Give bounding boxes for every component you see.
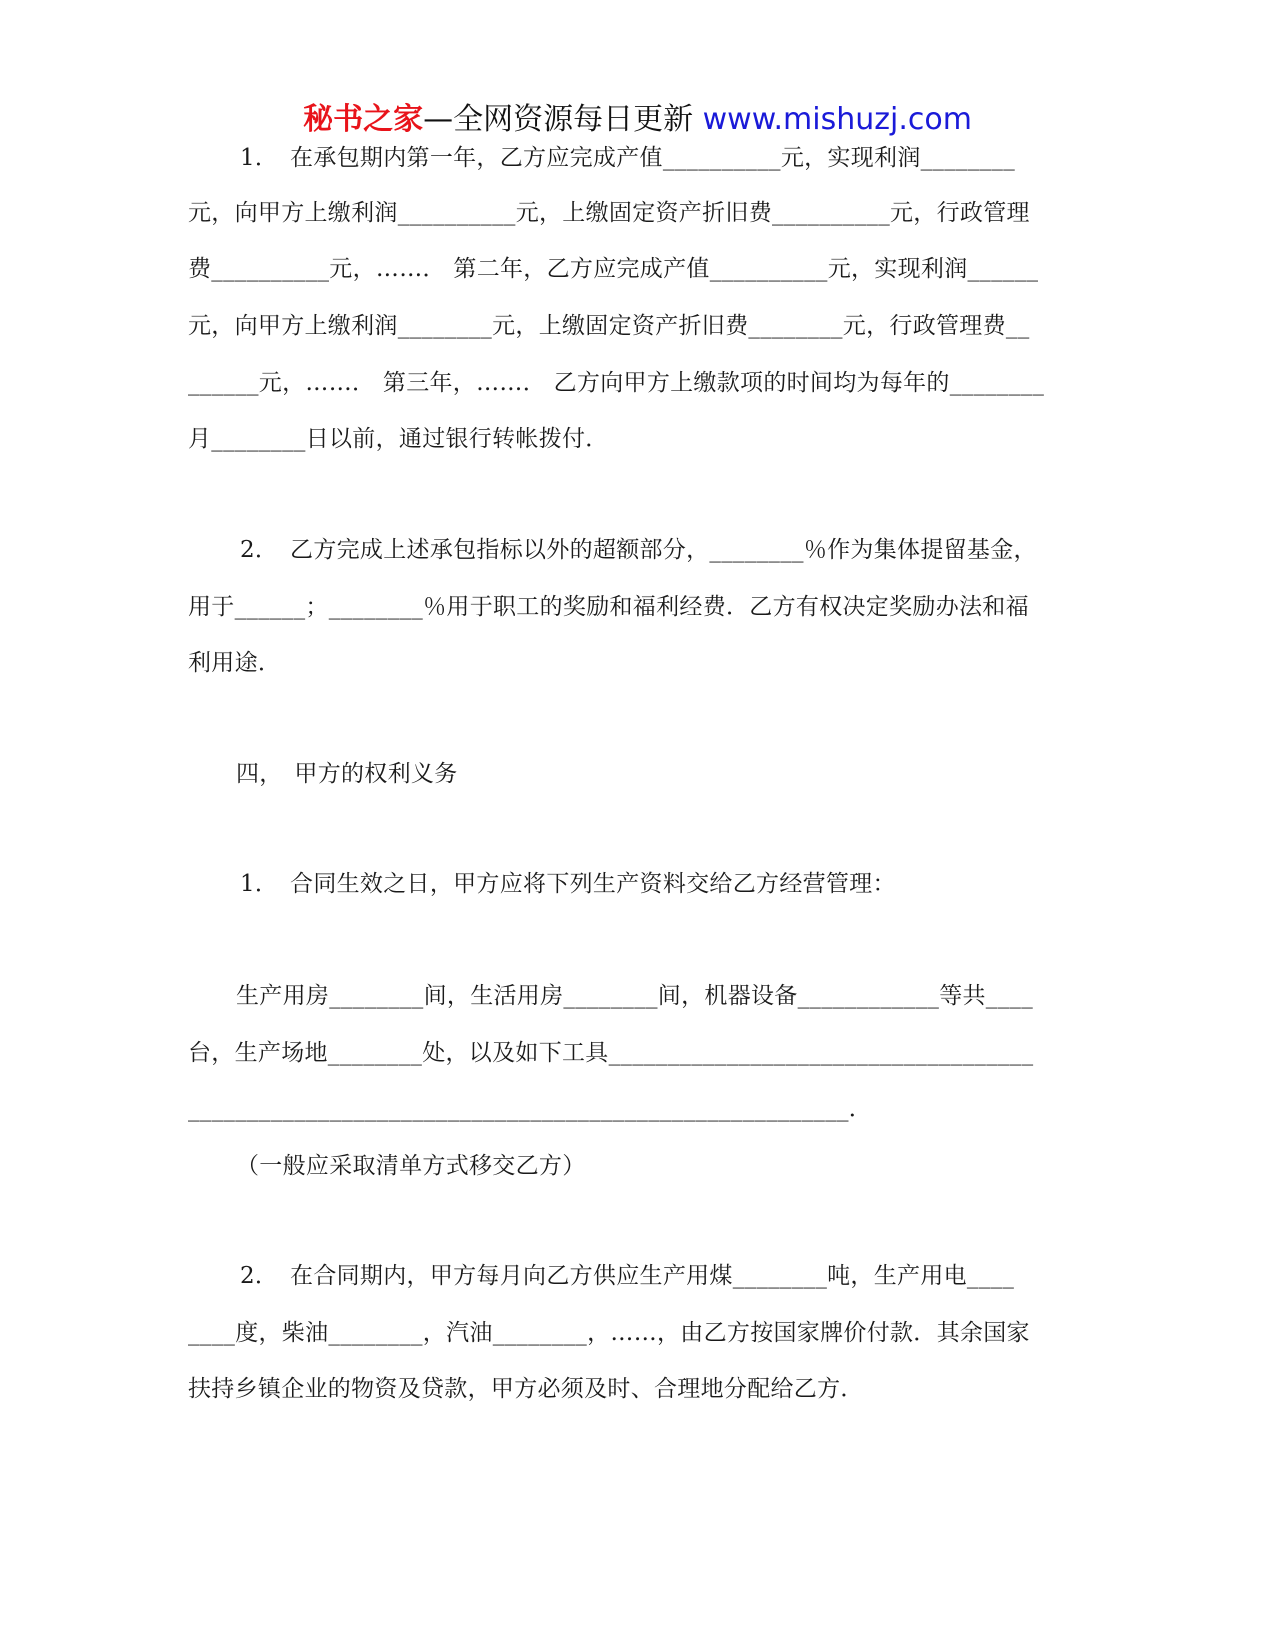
clause-line: 2． 乙方完成上述承包指标以外的超额部分，________％作为集体提留基金， xyxy=(240,537,1037,563)
banner-slogan: —全网资源每日更新 xyxy=(423,102,703,137)
clause-line: 元，向甲方上缴利润________元，上缴固定资产折旧费________元，行政管理费__ xyxy=(188,313,1030,339)
clause-line: 1． 在承包期内第一年，乙方应完成产值__________元，实现利润________ xyxy=(240,145,1016,171)
clause-line: 1． 合同生效之日，甲方应将下列生产资料交给乙方经营管理： xyxy=(240,871,896,897)
clause-line: ________________________________________________________． xyxy=(188,1096,873,1122)
clause-line: 生产用房________间，生活用房________间，机器设备____________等共____ xyxy=(236,983,1033,1009)
clause-line: ______元，……． 第三年，……． 乙方向甲方上缴款项的时间均为每年的________ xyxy=(188,370,1045,396)
clause-line: ____度，柴油________，汽油________，……，由乙方按国家牌价付款．其余国家 xyxy=(188,1320,1030,1346)
clause-line: 台，生产场地________处，以及如下工具____________________________________ xyxy=(188,1040,1034,1066)
section-heading: 四， 甲方的权利义务 xyxy=(236,761,458,787)
site-banner xyxy=(0,100,1275,140)
clause-line: 扶持乡镇企业的物资及贷款，甲方必须及时、合理地分配给乙方． xyxy=(188,1376,864,1402)
clause-line: 2． 在合同期内，甲方每月向乙方供应生产用煤________吨，生产用电____ xyxy=(240,1263,1015,1289)
clause-line: 元，向甲方上缴利润__________元，上缴固定资产折旧费__________元，行政管理 xyxy=(188,200,1030,226)
brand-name: 秘书之家 xyxy=(303,102,424,137)
clause-line: 利用途． xyxy=(188,650,282,676)
clause-line: 费__________元，……． 第二年，乙方应完成产值__________元，实现利润______ xyxy=(188,256,1039,282)
clause-note: （一般应采取清单方式移交乙方） xyxy=(236,1153,586,1179)
clause-line: 用于______；________％用于职工的奖励和福利经费．乙方有权决定奖励办法和福 xyxy=(188,594,1029,620)
clause-line: 月________日以前，通过银行转帐拨付． xyxy=(188,426,609,452)
banner-url[interactable]: www.mishuzj.com xyxy=(702,102,972,137)
